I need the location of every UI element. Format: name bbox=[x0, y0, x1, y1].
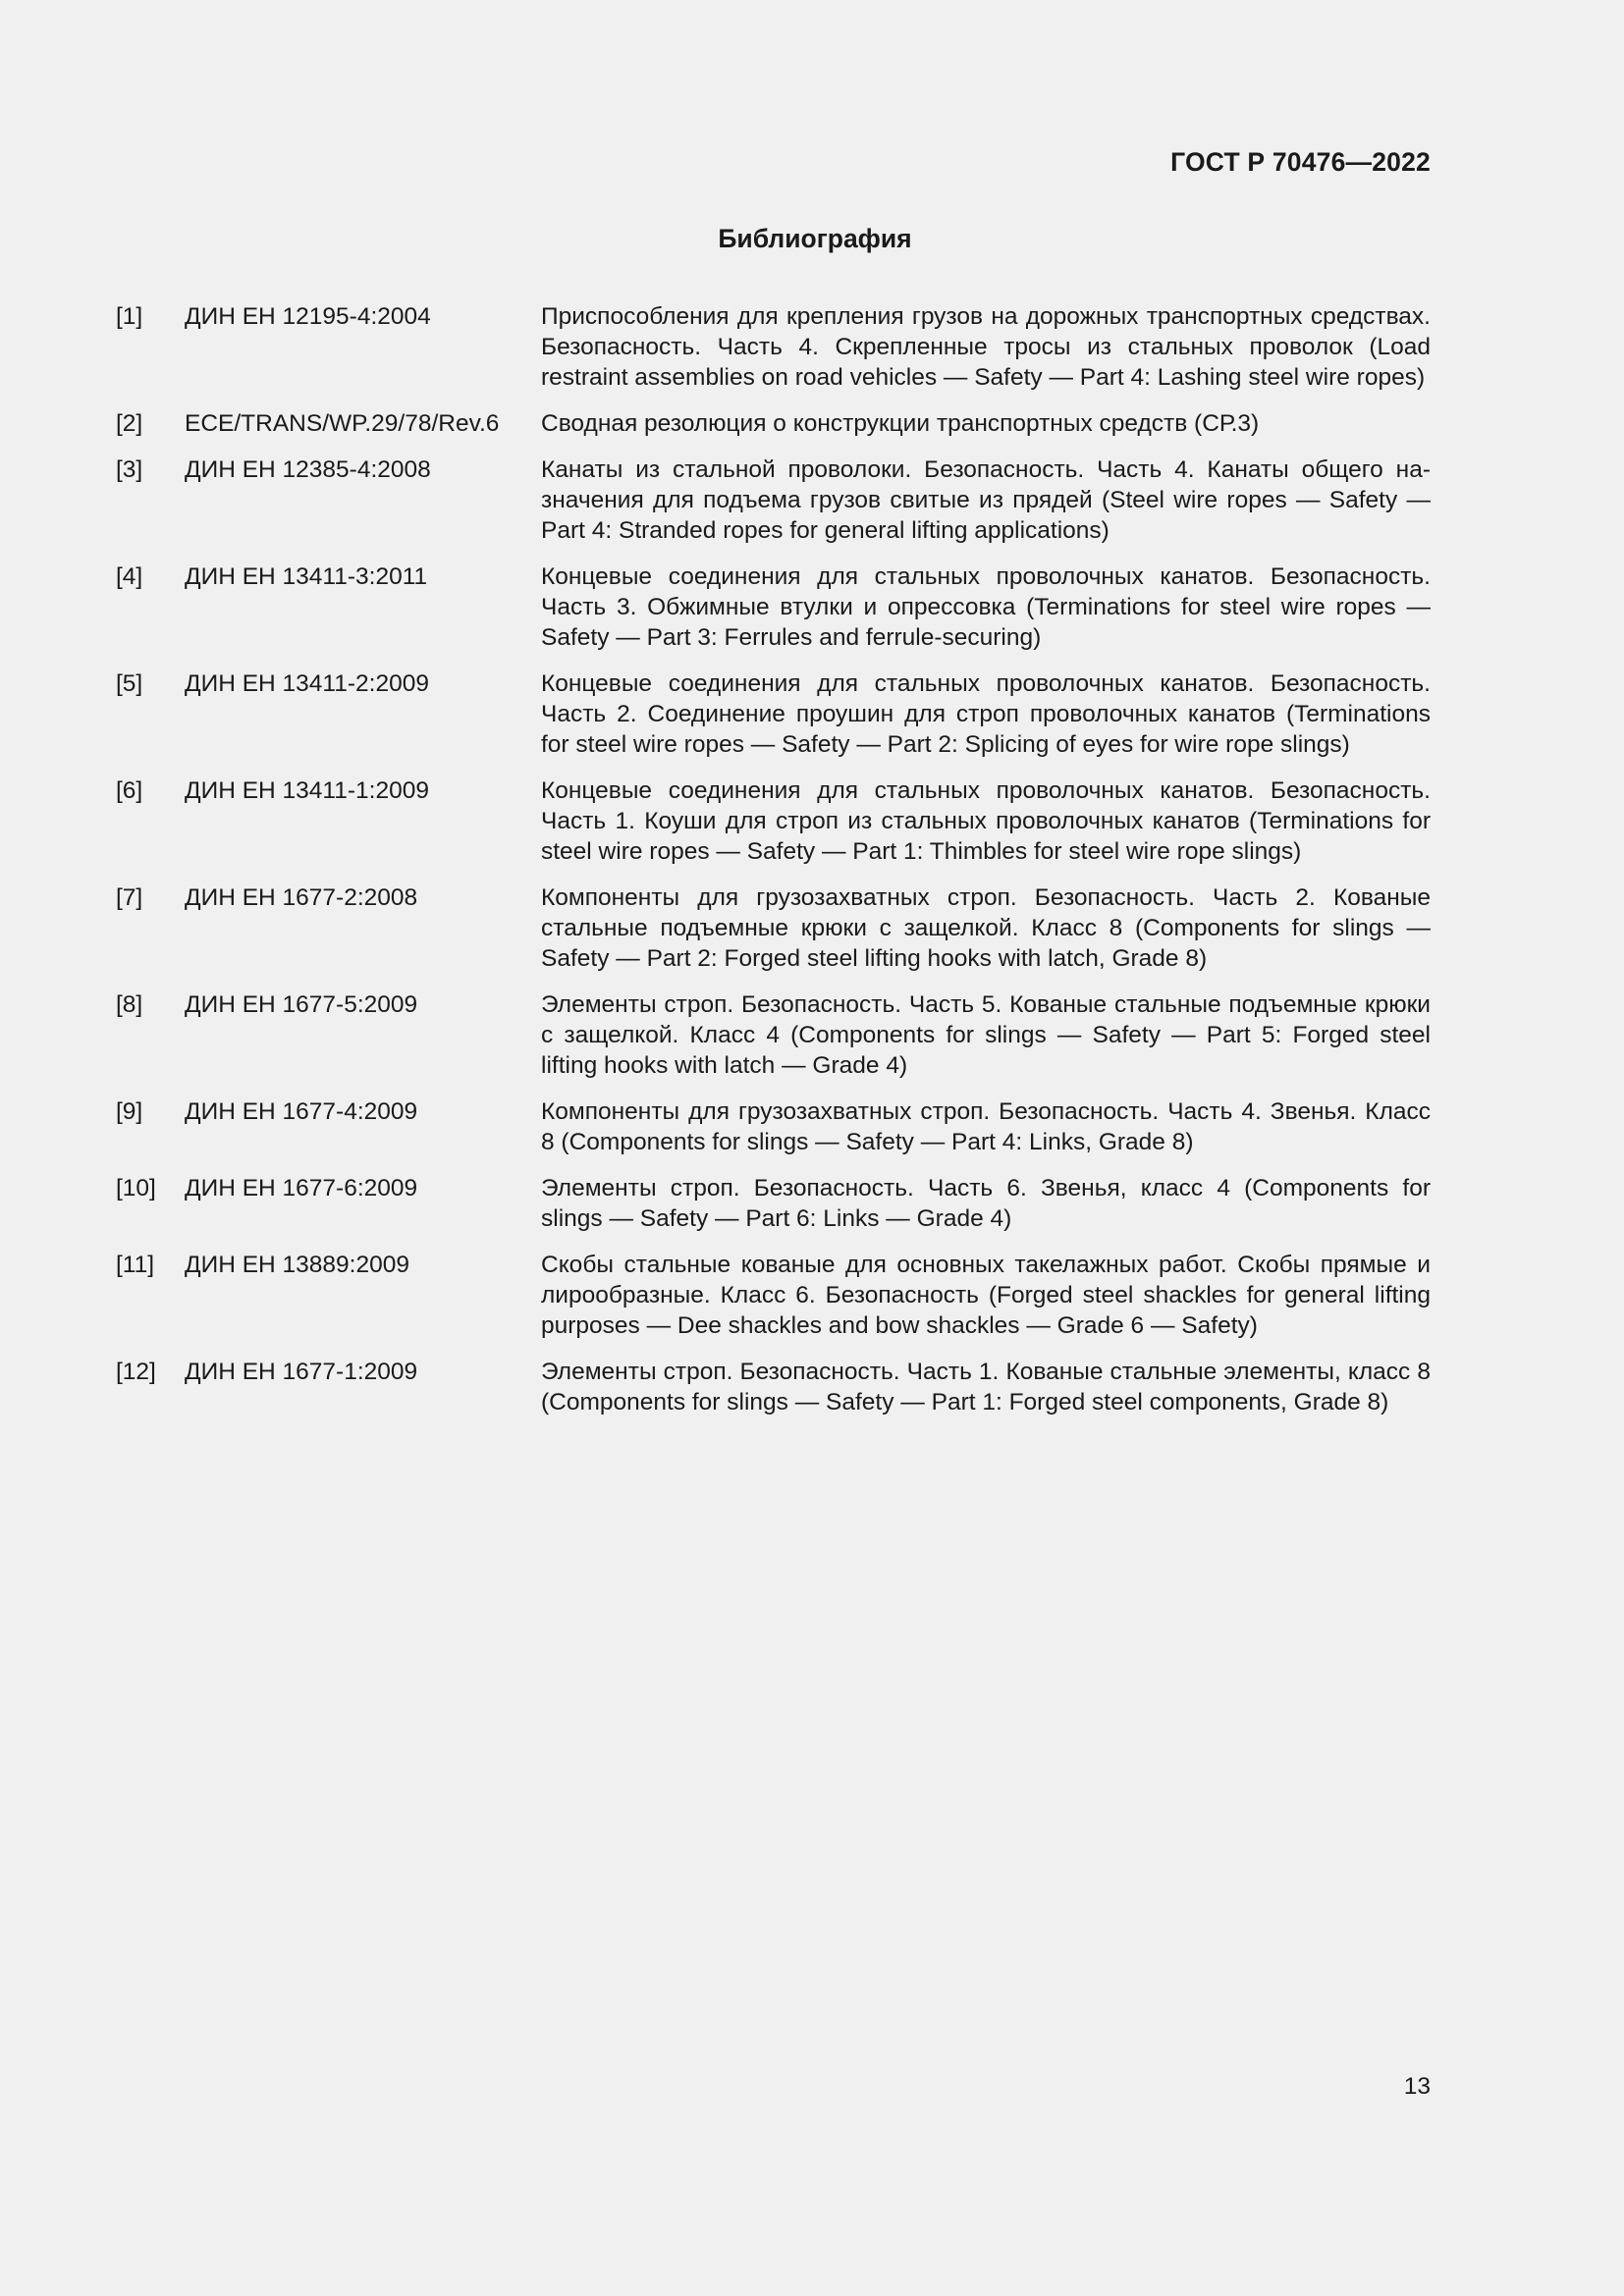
entry-number: [3] bbox=[116, 456, 143, 483]
entry-description: Концевые соединения для стальных проволочных канатов. Безопасность. Часть 2. Соединение проушин для строп проволочных канатов (Terminations for steel wire ropes — Safety — Part 2: Splicing of eyes for wire rope slings) bbox=[541, 670, 1431, 758]
entry-number: [6] bbox=[116, 777, 143, 804]
bibliography-entry-3 bbox=[116, 454, 1431, 546]
page-title: Библиография bbox=[718, 224, 912, 253]
entry-number: [4] bbox=[116, 563, 143, 590]
entry-number: [9] bbox=[116, 1098, 143, 1125]
entry-standard-code: ДИН ЕН 13411-1:2009 bbox=[185, 777, 429, 804]
entry-description: Компоненты для грузозахватных строп. Безопасность. Часть 2. Кованые стальные подъемные крюки с защелкой. Класс 8 (Components for slings — Safety — Part 2: Forged steel lifting hooks with latch, Grade 8) bbox=[541, 884, 1431, 972]
entry-description: Концевые соединения для стальных проволочных канатов. Безопасность. Часть 3. Обжимные втулки и опрессовка (Terminations for steel wire ropes — Safety — Part 3: Ferrules and ferrule-securing) bbox=[541, 563, 1431, 651]
entry-standard-code: ДИН ЕН 13411-2:2009 bbox=[185, 670, 429, 697]
entry-standard-code: ДИН ЕН 12385-4:2008 bbox=[185, 456, 431, 483]
bibliography-entry-11 bbox=[116, 1250, 1431, 1341]
entry-description: Скобы стальные кованые для основных такелажных работ. Скобы прямые и лирообразные. Класс 6. Безопасность (Forged steel shackles for general lifting purposes — Dee shackles and bow shackles — Grade 6 — Safety) bbox=[541, 1252, 1431, 1339]
document-code: ГОСТ Р 70476—2022 bbox=[1170, 147, 1431, 177]
bibliography-entry-9 bbox=[116, 1096, 1431, 1157]
bibliography-entry-12 bbox=[116, 1357, 1431, 1417]
entry-description: Сводная резолюция о конструкции транспортных средств (СР.3) bbox=[541, 410, 1260, 437]
entry-number: [5] bbox=[116, 670, 143, 697]
bibliography-list bbox=[116, 301, 1431, 1433]
entry-standard-code: ДИН ЕН 13889:2009 bbox=[185, 1252, 409, 1278]
bibliography-entry-2 bbox=[116, 408, 1431, 439]
entry-standard-code: ECE/TRANS/WP.29/78/Rev.6 bbox=[185, 410, 500, 437]
entry-standard-code: ДИН ЕН 12195-4:2004 bbox=[185, 303, 431, 330]
entry-number: [2] bbox=[116, 410, 143, 437]
entry-description: Приспособления для крепления грузов на дорожных транспортных средствах. Безопасность. Часть 4. Скрепленные тросы из стальных проволок (Load restraint assemblies on road vehicles — Safety — Part 4: Lashing steel wire ropes) bbox=[541, 303, 1431, 391]
bibliography-entry-4 bbox=[116, 561, 1431, 653]
bibliography-entry-10 bbox=[116, 1173, 1431, 1234]
entry-standard-code: ДИН ЕН 1677-2:2008 bbox=[185, 884, 418, 911]
entry-description: Элементы строп. Безопасность. Часть 6. Звенья, класс 4 (Components for slings — Safety — Part 6: Links — Grade 4) bbox=[541, 1175, 1431, 1232]
entry-number: [8] bbox=[116, 991, 143, 1018]
entry-standard-code: ДИН ЕН 1677-4:2009 bbox=[185, 1098, 418, 1125]
entry-number: [11] bbox=[116, 1252, 155, 1278]
entry-description: Элементы строп. Безопасность. Часть 1. Кованые стальные элементы, класс 8 (Components for slings — Safety — Part 1: Forged steel components, Grade 8) bbox=[541, 1359, 1431, 1415]
entry-number: [12] bbox=[116, 1359, 156, 1385]
entry-description: Концевые соединения для стальных проволочных канатов. Безопасность. Часть 1. Коуши для строп из стальных проволочных канатов (Terminations for steel wire ropes — Safety — Part 1: Thimbles for steel wire rope slings) bbox=[541, 777, 1431, 865]
entry-description: Компоненты для грузозахватных строп. Безопасность. Часть 4. Звенья. Класс 8 (Components for slings — Safety — Part 4: Links, Grade 8) bbox=[541, 1098, 1431, 1155]
page-number: 13 bbox=[1403, 2073, 1431, 2100]
bibliography-entry-7 bbox=[116, 882, 1431, 974]
entry-standard-code: ДИН ЕН 1677-1:2009 bbox=[185, 1359, 418, 1385]
entry-description: Канаты из стальной проволоки. Безопасность. Часть 4. Канаты общего назначения для подъема грузов свитые из прядей (Steel wire ropes — Safety — Part 4: Stranded ropes for general lifting applications) bbox=[541, 456, 1431, 544]
bibliography-entry-6 bbox=[116, 775, 1431, 867]
entry-standard-code: ДИН ЕН 13411-3:2011 bbox=[185, 563, 428, 590]
bibliography-entry-1 bbox=[116, 301, 1431, 393]
entry-standard-code: ДИН ЕН 1677-5:2009 bbox=[185, 991, 418, 1018]
entry-number: [1] bbox=[116, 303, 143, 330]
bibliography-entry-8 bbox=[116, 989, 1431, 1081]
entry-number: [10] bbox=[116, 1175, 156, 1201]
entry-description: Элементы строп. Безопасность. Часть 5. Кованые стальные подъемные крюки с защелкой. Класс 4 (Components for slings — Safety — Part 5: Forged steel lifting hooks with latch — Grade 4) bbox=[541, 991, 1431, 1079]
bibliography-entry-5 bbox=[116, 668, 1431, 760]
entry-number: [7] bbox=[116, 884, 143, 911]
entry-standard-code: ДИН ЕН 1677-6:2009 bbox=[185, 1175, 418, 1201]
